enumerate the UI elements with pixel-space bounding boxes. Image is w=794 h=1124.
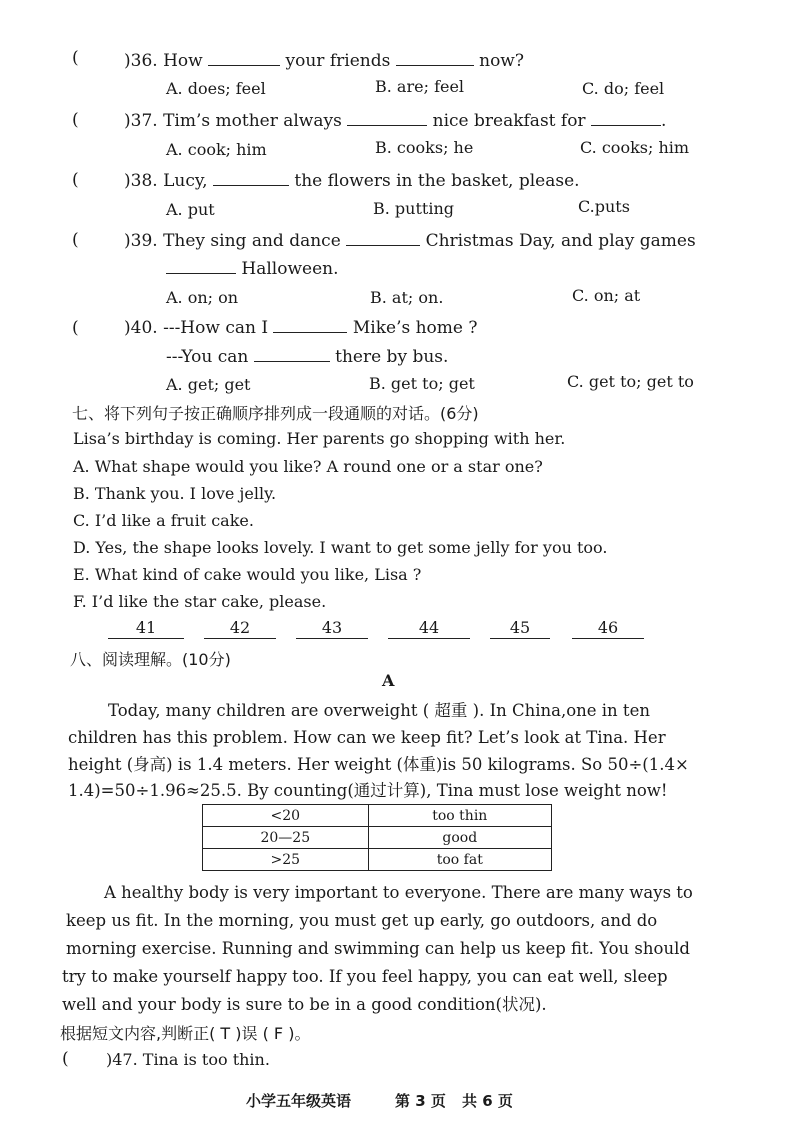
footer-subject: 小学五年级英语	[246, 1092, 352, 1110]
q-num: )38.	[124, 171, 158, 191]
q-num: )36.	[124, 51, 158, 71]
option-c: C. get to; get to	[567, 372, 694, 391]
q-stem: now?	[479, 51, 524, 71]
answer-blank[interactable]	[591, 111, 661, 126]
q-stem: there by bus.	[335, 347, 449, 367]
answer-blank[interactable]	[346, 231, 420, 246]
q-num: )39.	[124, 231, 158, 251]
para2-line5: well and your body is sure to be in a good condition(状况).	[62, 995, 547, 1014]
dialog-sentence-f: F. I’d like the star cake, please.	[73, 592, 327, 611]
option-b: B. get to; get	[369, 374, 475, 393]
q-stem: the flowers in the basket, please.	[294, 171, 580, 191]
q-stem: nice breakfast for	[432, 111, 586, 131]
dialog-intro: Lisa’s birthday is coming. Her parents go shopping with her.	[73, 429, 566, 448]
question-39-line2	[166, 258, 339, 280]
para1-line2: children has this problem. How can we keep fit? Let’s look at Tina. Her	[68, 728, 666, 747]
question-47: )47. Tina is too thin.	[106, 1050, 270, 1069]
question-40	[124, 317, 478, 339]
question-40-line2	[166, 346, 448, 368]
para1-line1: Today, many children are overweight ( 超重 ). In China,one in ten	[108, 701, 650, 720]
q-stem: ---You can	[166, 347, 249, 367]
answer-blank[interactable]	[396, 51, 474, 66]
option-c: C. on; at	[572, 286, 641, 305]
table-cell: >25	[203, 849, 369, 871]
answer-slot-43[interactable]: 43	[296, 618, 368, 639]
option-c: C. cooks; him	[580, 138, 690, 157]
dialog-sentence-c: C. I’d like a fruit cake.	[73, 511, 254, 530]
q-num: )37.	[124, 111, 158, 131]
q-stem: your friends	[285, 51, 391, 71]
table-cell: too fat	[368, 849, 551, 871]
answer-blank[interactable]	[166, 259, 236, 274]
q-stem: How	[163, 51, 203, 71]
answer-slot-41[interactable]: 41	[108, 618, 184, 639]
q-stem: .	[660, 111, 667, 131]
option-a: A. put	[166, 200, 215, 219]
answer-slot-42[interactable]: 42	[204, 618, 276, 639]
section-8-title: 八、阅读理解。(10分)	[70, 650, 231, 669]
option-b: B. at; on.	[370, 288, 444, 307]
answer-slot-44[interactable]: 44	[388, 618, 470, 639]
answer-paren: (	[72, 230, 79, 250]
table-cell: 20—25	[203, 827, 369, 849]
option-a: A. get; get	[166, 375, 251, 394]
answer-paren: (	[72, 110, 79, 130]
q-stem: Tim’s mother always	[163, 111, 342, 131]
answer-slot-46[interactable]: 46	[572, 618, 644, 639]
table-cell: too thin	[368, 805, 551, 827]
q-stem: Mike’s home ?	[352, 318, 478, 338]
answer-paren: (	[72, 170, 79, 190]
option-b: B. cooks; he	[375, 138, 474, 157]
question-36	[124, 50, 524, 72]
answer-slot-45[interactable]: 45	[490, 618, 550, 639]
table-row	[203, 805, 552, 827]
table-cell: good	[368, 827, 551, 849]
para1-line3: height (身高) is 1.4 meters. Her weight (体重)is 50 kilograms. So 50÷(1.4×	[68, 755, 689, 774]
answer-blank[interactable]	[208, 51, 280, 66]
answer-paren: (	[72, 48, 79, 68]
q-stem: ---How can I	[163, 318, 269, 338]
answer-paren: (	[72, 318, 79, 338]
para2-line2: keep us fit. In the morning, you must get up early, go outdoors, and do	[66, 911, 658, 930]
dialog-sentence-b: B. Thank you. I love jelly.	[73, 484, 277, 503]
option-b: B. putting	[373, 199, 454, 218]
dialog-sentence-d: D. Yes, the shape looks lovely. I want to get some jelly for you too.	[73, 538, 608, 557]
table-row	[203, 827, 552, 849]
option-a: A. on; on	[166, 288, 239, 307]
option-c: C.puts	[578, 197, 630, 216]
q-stem: Lucy,	[163, 171, 208, 191]
answer-blank[interactable]	[273, 318, 347, 333]
weight-table	[202, 804, 552, 871]
question-38	[124, 170, 580, 192]
para2-line4: try to make yourself happy too. If you feel happy, you can eat well, sleep	[62, 967, 668, 986]
q-num: )40.	[124, 318, 158, 338]
q-stem: They sing and dance	[163, 231, 341, 251]
table-row	[203, 849, 552, 871]
option-a: A. cook; him	[166, 140, 267, 159]
footer-page: 第 3 页	[395, 1092, 446, 1110]
table-cell: <20	[203, 805, 369, 827]
q-stem: Halloween.	[241, 259, 339, 279]
dialog-sentence-e: E. What kind of cake would you like, Lisa ?	[73, 565, 422, 584]
answer-blank[interactable]	[347, 111, 427, 126]
passage-label: A	[382, 671, 395, 690]
option-c: C. do; feel	[582, 79, 665, 98]
question-37	[124, 110, 666, 132]
dialog-sentence-a: A. What shape would you like? A round one or a star one?	[73, 457, 543, 476]
tf-instruction: 根据短文内容,判断正( T )误 ( F )。	[60, 1024, 311, 1043]
answer-blank[interactable]	[254, 347, 330, 362]
para2-line1: A healthy body is very important to everyone. There are many ways to	[104, 883, 693, 902]
section-7-title: 七、将下列句子按正确顺序排列成一段通顺的对话。(6分)	[72, 404, 479, 423]
option-b: B. are; feel	[375, 77, 465, 96]
q-stem: Christmas Day, and play games	[425, 231, 696, 251]
question-39	[124, 230, 696, 252]
para2-line3: morning exercise. Running and swimming can help us keep fit. You should	[66, 939, 690, 958]
footer-total: 共 6 页	[462, 1092, 513, 1110]
answer-blank[interactable]	[213, 171, 289, 186]
answer-paren: (	[62, 1049, 69, 1069]
para1-line4: 1.4)=50÷1.96≈25.5. By counting(通过计算), Tina must lose weight now!	[68, 781, 668, 800]
option-a: A. does; feel	[166, 79, 266, 98]
